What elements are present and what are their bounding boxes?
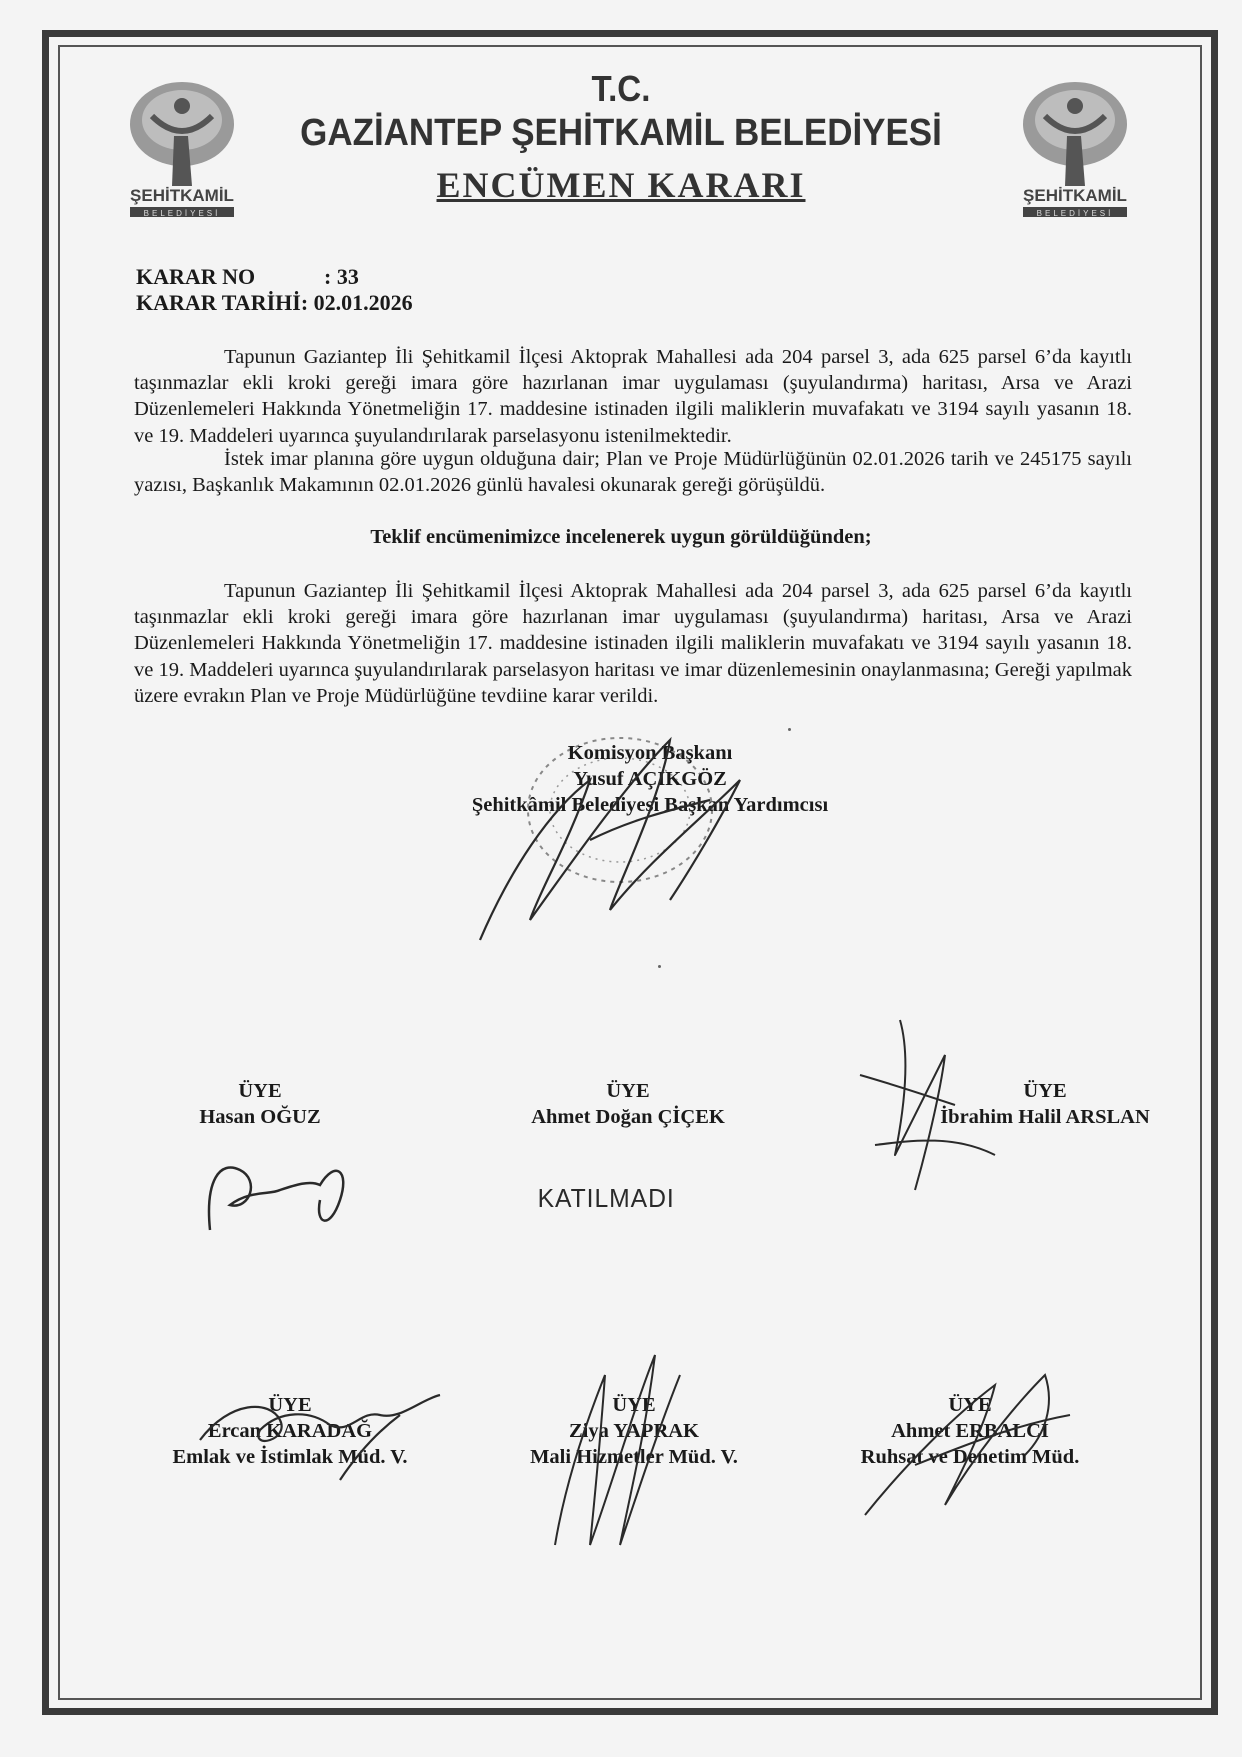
decision-number-value: : 33 [324, 264, 359, 289]
header-tc: T.C. [591, 68, 651, 109]
chair-title: Şehitkâmil Belediyesi Başkan Yardımcısı [471, 794, 829, 816]
member-signature-block [469, 1392, 799, 1470]
member-role: ÜYE [268, 1394, 312, 1416]
chair-signature-block [420, 740, 880, 818]
member-name: İbrahim Halil ARSLAN [940, 1106, 1150, 1128]
member-role: ÜYE [238, 1080, 282, 1102]
header-municipality: GAZİANTEP ŞEHİTKAMİL BELEDİYESİ [300, 112, 942, 154]
member-title: Mali Hizmetler Müd. V. [530, 1446, 738, 1468]
svg-text:ŞEHİTKAMİL: ŞEHİTKAMİL [130, 186, 234, 205]
svg-text:ŞEHİTKAMİL: ŞEHİTKAMİL [1023, 186, 1127, 205]
svg-text:BELEDİYESİ: BELEDİYESİ [143, 209, 221, 218]
decision-number [136, 264, 359, 290]
decision-date-label: KARAR TARİHİ: [136, 290, 309, 315]
member-title: Emlak ve İstimlak Müd. V. [172, 1446, 408, 1468]
absent-stamp: KATILMADI [537, 1183, 675, 1213]
chair-role: Komisyon Başkanı [567, 742, 733, 764]
svg-text:BELEDİYESİ: BELEDİYESİ [1036, 209, 1114, 218]
member-title: Ruhsat ve Denetim Müd. [860, 1446, 1080, 1468]
member-role: ÜYE [606, 1080, 650, 1102]
member-name: Ziya YAPRAK [568, 1420, 700, 1442]
decision-date-value: 02.01.2026 [313, 290, 413, 315]
header-document-type: ENCÜMEN KARARI [436, 165, 806, 205]
member-name: Ahmet ERBALCI [891, 1420, 1049, 1442]
member-signature-block [125, 1392, 455, 1470]
scan-speck [658, 965, 661, 968]
chair-name: Yusuf AÇIKGÖZ [573, 768, 727, 790]
body-paragraph-1: Tapunun Gaziantep İli Şehitkamil İlçesi Aktoprak Mahallesi ada 204 parsel 3, ada 625 parsel 6’da kayıtlı taşınmazlar ekli kroki gereği imara göre hazırlanan imar uygulaması (şuyulandırma) haritası, Arsa ve Arazi Düzenlemeleri Hakkında Yönetmeliğin 17. maddesine istinaden ilgili maliklerin muvafakatı ve 3194 sayılı yasanın 18. ve 19. Maddeleri uyarınca şuyulandırılarak parselasyonu istenilmektedir. [134, 346, 1132, 447]
member-role: ÜYE [948, 1394, 992, 1416]
member-role: ÜYE [612, 1394, 656, 1416]
decision-heading: Teklif encümenimizce incelenerek uygun görüldüğünden; [370, 526, 872, 548]
decision-number-label: KARAR NO [136, 264, 256, 289]
member-signature-block [880, 1078, 1210, 1130]
decision-date [136, 290, 413, 316]
member-name: Ercan KARADAĞ [207, 1420, 373, 1442]
member-signature-block [95, 1078, 425, 1130]
member-role: ÜYE [1023, 1080, 1067, 1102]
member-name: Ahmet Doğan ÇİÇEK [531, 1106, 725, 1128]
member-signature-block [805, 1392, 1135, 1470]
member-signature-block [463, 1078, 793, 1130]
body-paragraph-3: Tapunun Gaziantep İli Şehitkamil İlçesi Aktoprak Mahallesi ada 204 parsel 3, ada 625 parsel 6’da kayıtlı taşınmazlar ekli kroki gereği imara göre hazırlanan imar uygulaması (şuyulandırma) haritası, Arsa ve Arazi Düzenlemeleri Hakkında Yönetmeliğin 17. maddesine istinaden ilgili maliklerin muvafakatı ve 3194 sayılı yasanın 18. ve 19. Maddeleri uyarınca şuyulandırılarak parselasyon haritası ve imar düzenlemesinin onaylanmasına; Gereği yapılmak üzere evrakın Plan ve Proje Müdürlüğüne tevdiine karar verildi. [134, 580, 1132, 707]
scan-speck [788, 728, 791, 731]
member-name: Hasan OĞUZ [199, 1106, 321, 1128]
body-paragraph-2: İstek imar planına göre uygun olduğuna dair; Plan ve Proje Müdürlüğünün 02.01.2026 tarih ve 245175 sayılı yazısı, Başkanlık Makamının 02.01.2026 günlü havalesi okunarak gereği görüşüldü. [134, 448, 1132, 497]
